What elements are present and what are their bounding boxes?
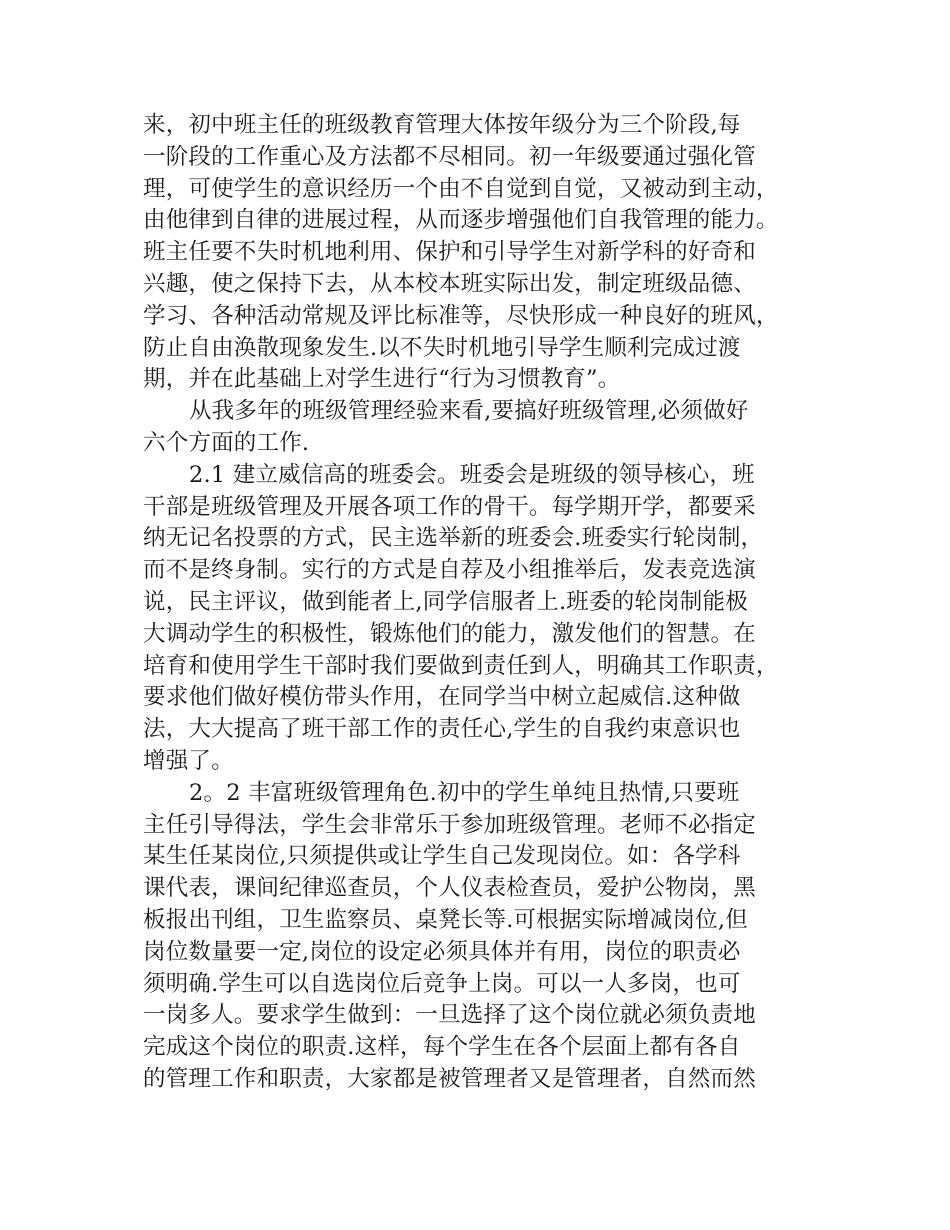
text-line: 由他律到自律的进展过程，从而逐步增强他们自我管理的能力。 (143, 207, 779, 234)
text-line: 从我多年的班级管理经验来看,要搞好班级管理,必须做好 (189, 398, 749, 425)
text-line: 要求他们做好模仿带头作用，在同学当中树立起威信.这种做 (143, 684, 741, 711)
text-line: 法，大大提高了班干部工作的责任心,学生的自我约束意识也 (143, 716, 741, 743)
document-body (143, 110, 833, 1096)
text-line: 理，可使学生的意识经历一个由不自觉到自觉，又被动到主动， (143, 175, 779, 202)
text-line: 班主任要不失时机地利用、保护和引导学生对新学科的好奇和 (143, 239, 756, 266)
text-line: 六个方面的工作. (143, 429, 310, 456)
text-line: 的管理工作和职责，大家都是被管理者又是管理者，自然而然 (143, 1065, 756, 1092)
text-line: 增强了。 (143, 747, 234, 774)
text-line: 而不是终身制。实行的方式是自荐及小组推举后，发表竞选演 (143, 557, 756, 584)
text-line: 大调动学生的积极性，锻炼他们的能力，激发他们的智慧。在 (143, 620, 756, 647)
text-line: 一阶段的工作重心及方法都不尽相同。初一年级要通过强化管 (143, 143, 756, 170)
text-line: 某生任某岗位,只须提供或让学生自己发现岗位。如：各学科 (143, 843, 741, 870)
text-line: 纳无记名投票的方式，民主选举新的班委会.班委实行轮岗制， (143, 525, 764, 552)
text-line: 须明确.学生可以自选岗位后竞争上岗。可以一人多岗，也可 (143, 970, 741, 997)
text-line: 主任引导得法，学生会非常乐于参加班级管理。老师不必指定 (143, 811, 756, 838)
text-line: 完成这个岗位的职责.这样，每个学生在各个层面上都有各自 (143, 1034, 741, 1061)
text-line: 期，并在此基础上对学生进行“行为习惯教育”。 (143, 366, 621, 393)
text-line: 板报出刊组，卫生监察员、桌凳长等.可根据实际增减岗位,但 (143, 906, 748, 933)
text-line: 2。2 丰富班级管理角色.初中的学生单纯且热情,只要班 (189, 779, 740, 806)
text-line: 来，初中班主任的班级教育管理大体按年级分为三个阶段,每 (143, 112, 741, 138)
text-line: 一岗多人。要求学生做到：一旦选择了这个岗位就必须负责地 (143, 1002, 756, 1029)
text-line: 干部是班级管理及开展各项工作的骨干。每学期开学，都要采 (143, 493, 756, 520)
text-line: 培育和使用学生干部时我们要做到责任到人，明确其工作职责， (143, 652, 779, 679)
text-line: 岗位数量要一定,岗位的设定必须具体并有用，岗位的职责必 (143, 938, 741, 965)
text-line: 2.1 建立威信高的班委会。班委会是班级的领导核心，班 (189, 461, 755, 488)
text-line: 防止自由涣散现象发生.以不失时机地引导学生顺利完成过渡 (143, 334, 741, 361)
text-line: 兴趣，使之保持下去，从本校本班实际出发，制定班级品德、 (143, 270, 756, 297)
text-line: 课代表，课间纪律巡查员，个人仪表检查员，爱护公物岗，黑 (143, 875, 756, 902)
text-line: 学习、各种活动常规及评比标准等，尽快形成一种良好的班风， (143, 302, 779, 329)
text-line: 说，民主评议，做到能者上,同学信服者上.班委的轮岗制能极 (143, 588, 748, 615)
